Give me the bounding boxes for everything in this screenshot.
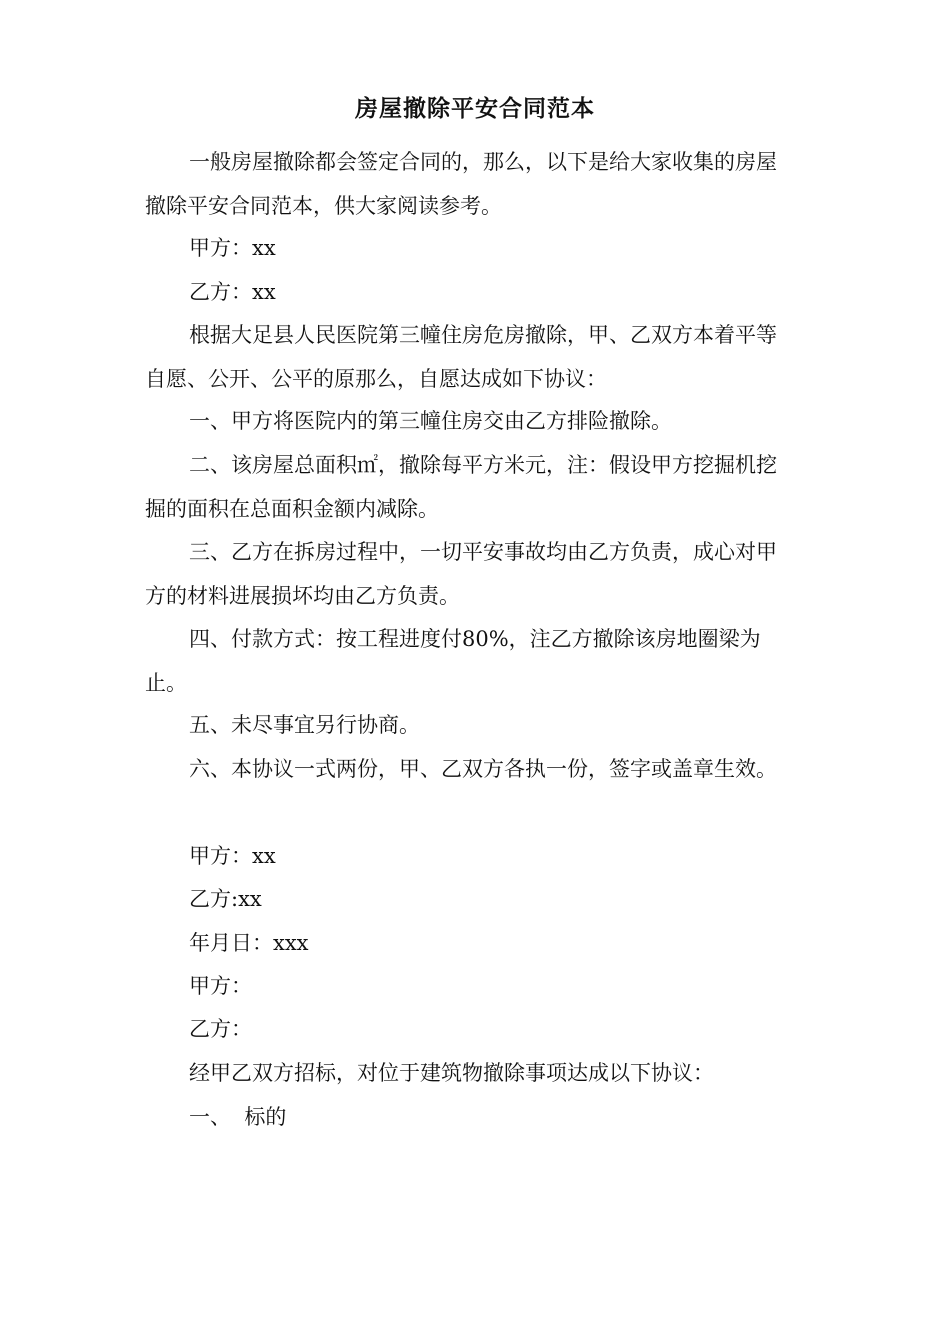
clause-5: 五、未尽事宜另行协商。 bbox=[189, 713, 420, 737]
clause-6: 六、本协议一式两份，甲、乙双方各执一份，签字或盖章生效。 bbox=[189, 757, 777, 781]
document-title: 房屋撤除平安合同范本 bbox=[355, 95, 595, 122]
clause-4: 四、付款方式：按工程进度付80%，注乙方撤除该房地圈梁为止。 bbox=[145, 627, 761, 695]
second-preamble: 经甲乙双方招标，对位于建筑物撤除事项达成以下协议： bbox=[189, 1061, 714, 1085]
signature-party-a: 甲方：xx bbox=[189, 844, 276, 868]
preamble-paragraph: 根据大足县人民医院第三幢住房危房撤除，甲、乙双方本着平等自愿、公开、公平的原那么，自愿达成如下协议： bbox=[145, 323, 777, 391]
party-b-label: 乙方： bbox=[189, 1017, 252, 1041]
party-b-line: 乙方：xx bbox=[189, 280, 276, 304]
clause-2: 二、该房屋总面积㎡，撤除每平方米元，注：假设甲方挖掘机挖掘的面积在总面积金额内减除。 bbox=[145, 453, 777, 521]
party-a-label: 甲方： bbox=[189, 974, 252, 998]
signature-date: 年月日：xxx bbox=[189, 931, 309, 955]
clause-1: 一、甲方将医院内的第三幢住房交由乙方排险撤除。 bbox=[189, 409, 672, 433]
clause-3: 三、乙方在拆房过程中，一切平安事故均由乙方负责，成心对甲方的材料进展损坏均由乙方负责。 bbox=[145, 540, 777, 608]
section-1-heading: 一、 标的 bbox=[189, 1105, 287, 1129]
intro-paragraph: 一般房屋撤除都会签定合同的，那么，以下是给大家收集的房屋撤除平安合同范本，供大家阅读参考。 bbox=[145, 150, 777, 218]
signature-party-b: 乙方:xx bbox=[189, 887, 262, 911]
party-a-line: 甲方：xx bbox=[189, 236, 276, 260]
